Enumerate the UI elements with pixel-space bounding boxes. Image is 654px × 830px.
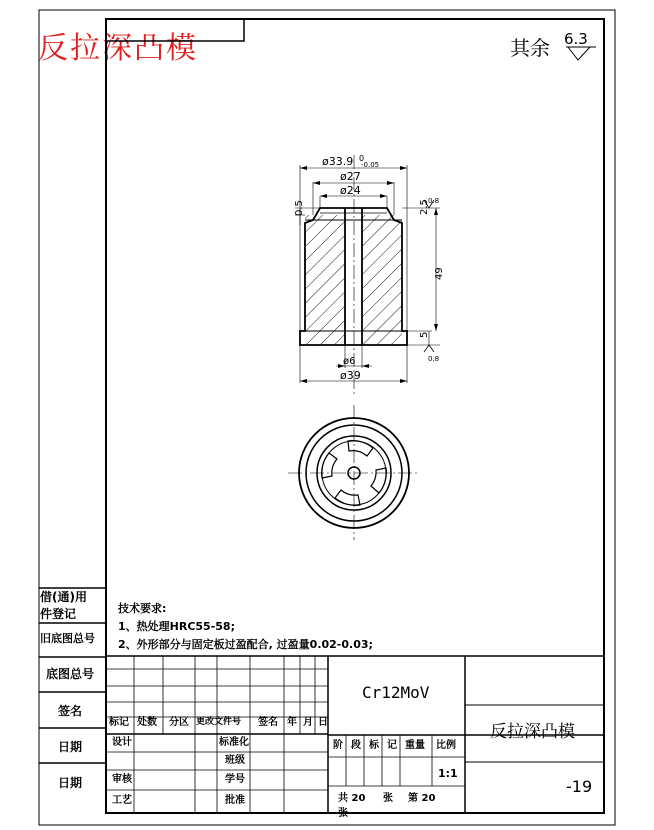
label-class: 班级: [225, 755, 245, 766]
dim-d24: ø24: [340, 184, 361, 197]
dim-height: 49: [434, 267, 445, 280]
scale-value: 1:1: [438, 767, 458, 780]
sheet-border: [39, 10, 615, 825]
surface-finish-label: 其余: [510, 36, 550, 60]
dim-outer-flange-upper: 0: [359, 154, 365, 163]
stage-header-scale: 比例: [436, 740, 456, 751]
dim-base-height: 5: [419, 331, 430, 338]
drawing-number: -19: [566, 777, 593, 796]
roughness-marks: [424, 200, 434, 352]
dim-outer-flange-lower: -0.05: [361, 161, 380, 169]
side-register: 件登记: [40, 607, 77, 621]
side-drawing-no: 底图总号: [46, 667, 95, 681]
stage-header-3: 标: [369, 740, 379, 751]
sheet-unit-2: 张: [338, 808, 348, 819]
dim-hole: ø6: [343, 356, 356, 367]
dim-d27: ø27: [340, 170, 361, 183]
part-name: 反拉深凸模: [490, 722, 575, 742]
side-signature: 签名: [58, 704, 83, 718]
tech-req-item-2: 2、外形部分与固定板过盈配合, 过盈量0.02-0.03;: [118, 638, 373, 651]
roughness-value: 6.3: [564, 30, 588, 48]
dim-top-chamfer: 0.5: [294, 200, 305, 216]
total-sheets: 共 20: [338, 793, 366, 804]
label-student-id: 学号: [225, 774, 245, 785]
side-borrow: 借(通)用: [40, 590, 87, 604]
side-old-drawing: 旧底图总号: [40, 632, 95, 645]
stage-header-1: 阶: [333, 740, 343, 751]
rev-header-zone: 分区: [169, 717, 189, 728]
rev-header-month: 月: [303, 717, 313, 728]
tech-req-heading: 技术要求:: [118, 602, 167, 615]
side-date-1: 日期: [58, 740, 83, 754]
material: Cr12MoV: [362, 683, 430, 702]
label-approve: 批准: [225, 795, 245, 806]
sheet-number: 第 20: [408, 793, 436, 804]
dim-roughness-top: 0.8: [428, 197, 440, 205]
rev-header-day: 日: [318, 717, 328, 728]
stage-header-4: 记: [387, 740, 397, 751]
label-process: 工艺: [112, 795, 132, 806]
side-date-2: 日期: [58, 776, 83, 790]
rev-header-count: 处数: [137, 717, 157, 728]
section-view: [300, 208, 407, 345]
sheet-unit-1: 张: [383, 793, 393, 804]
roughness-symbol: [566, 47, 596, 60]
label-standardize: 标准化: [219, 737, 249, 748]
dim-outer-flange: ø33.9: [322, 155, 354, 168]
rev-header-signature: 签名: [258, 717, 278, 728]
stage-header-weight: 重量: [405, 740, 425, 751]
tech-req-item-1: 1、热处理HRC55-58;: [118, 620, 235, 633]
dim-base: ø39: [340, 369, 361, 382]
rev-header-mark: 标记: [109, 717, 129, 728]
label-design: 设计: [112, 737, 132, 748]
stage-header-2: 段: [351, 740, 361, 751]
page-title: 反拉深凸模: [38, 31, 198, 66]
dim-roughness-bottom: 0.8: [428, 355, 440, 363]
dim-right-top: 2.5: [419, 199, 430, 215]
rev-header-year: 年: [287, 717, 297, 728]
label-check: 审核: [112, 774, 132, 785]
rev-header-change-doc: 更改文件号: [196, 717, 242, 727]
